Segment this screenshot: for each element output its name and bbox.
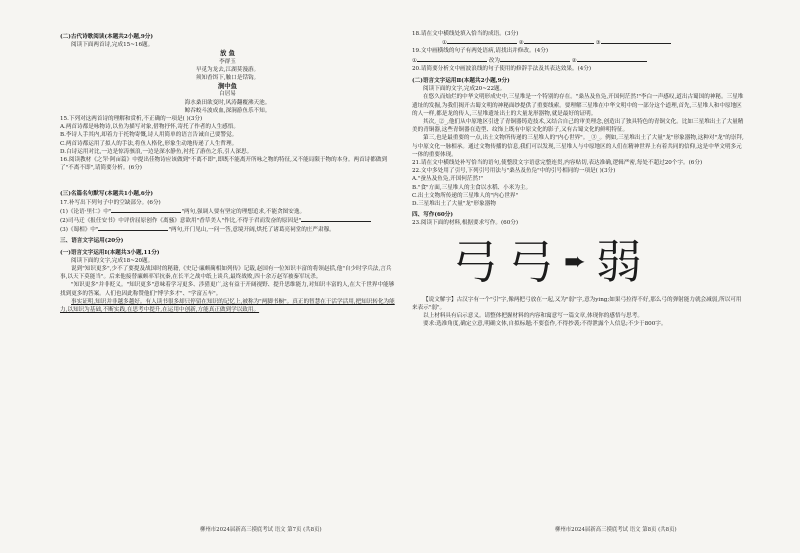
arrow-icon: ➨ [564, 246, 586, 277]
question-17: 17.补写出下列句子中的空缺部分。(6分) [60, 199, 161, 206]
poem-line: 鲸吞蛟斗波成血,深涧游鱼乐不知。 [184, 107, 271, 114]
blank-label: ① [442, 40, 448, 47]
option-c: C.两首诗都运用了拟人的手法,将鱼人格化,形象生动地传递了人生哲理。 [60, 140, 238, 147]
section-intro: 阅读下面的文字,完成20~22题。 [423, 86, 506, 93]
glyph-bow: 弓 [452, 234, 498, 289]
question-17-3 [60, 225, 395, 234]
passage-paragraph: 其次,_②_,他们从中原地区引进了青铜器铸造技术,又结合自己的审美理念,创造出了独具特色的青铜文化。比如三星堆出土了大量精美的青铜器,这些青铜器在造型、纹饰上既有中原文化的影子,又有古蜀文化的鲜明特征。 [412, 119, 744, 134]
option-d: D.三星堆出土了大量"龙"形象器物 [412, 201, 496, 208]
poem-line: 须知香饵下,触口是铦钩。 [195, 75, 260, 82]
right-column [412, 30, 747, 328]
answer-blank[interactable] [111, 207, 181, 213]
answer-blank[interactable] [447, 38, 517, 44]
q17-1-prefix: (1)《论语·里仁》中" [60, 208, 112, 215]
poem-title: 涧中鱼 [217, 82, 238, 91]
glyph-weak: 弱 [595, 234, 642, 289]
poem-author: 李群玉 [219, 58, 236, 65]
passage-paragraph: 在悠久而灿烂的中华文明形成史中,三星堆是一个特别的存在。"桑丛及鱼凫,开国何茫然!"李白一声感叹,道出古蜀国的神秘。三星堆遗址的发掘,为我们揭开古蜀文明的神秘面纱提供了重要线索。要理解三星堆在中华文明中的一部分这个道理,首先,三星堆人和中原地区的人一样,都是龙的传人,三星堆遗址出土的大量龙形器物,就是最好的证明。 [412, 94, 744, 117]
left-column [60, 30, 395, 314]
q19-blanks [412, 56, 747, 65]
question-19: 19.文中画横线的句子有两处语病,请找出并修改。(4分) [412, 48, 549, 55]
option-b: B.李诗人手其内,却着力于托物寄慨,诗人用简单的语言告诫自己要警觉。 [60, 132, 238, 139]
answer-blank[interactable] [500, 56, 570, 62]
blank-label: ② [571, 57, 577, 64]
subsection-heading: (一)语言文字运用Ⅰ(本题共3小题,11分) [60, 249, 160, 256]
answer-blank[interactable] [301, 216, 371, 222]
option-c: C.出土文物所传递的三星堆人的"内心世界" [412, 192, 519, 199]
passage-paragraph: 事实证明,知识并非越多越好。有人读书很多却只停留在知识的记忆上,被称为"两脚书橱"。真正的智慧在于活学活用,把知识转化为能力,以知识为基础,不断实践,在思考中提升,在运用中创新,方能真正做到学以致用。 [60, 298, 395, 314]
option-d: D.白诗运用对比,一边是惊涛骇浪,一边是深水静鱼,衬托了游鱼之乐,引人深思。 [60, 148, 253, 155]
section-heading: 四、写作(60分) [412, 212, 454, 219]
page-footer: 柳州市2024届新高三摸底考试 语文 第8页 (共8页) [555, 527, 677, 533]
writing-requirements: 要求:选准角度,确定立意,明确文体,自拟标题;不要套作,不得抄袭;不得泄露个人信息;不少于800字。 [423, 321, 667, 328]
section-intro: 阅读下面的文字,完成18~20题。 [71, 257, 154, 264]
answer-blank[interactable] [524, 38, 594, 44]
answer-blank[interactable] [417, 56, 487, 62]
poem-title: 放 鱼 [219, 49, 235, 58]
glyph-illustration [452, 232, 747, 292]
question-22: 22.文中多处用了引号,下列引号用法与"桑丛及鱼凫"中的引号相同的一项是( )(3分) [412, 168, 616, 175]
section-heading: 三、语言文字运用(20分) [60, 238, 124, 245]
question-23: 23.阅读下面的材料,根据要求写作。(60分) [412, 220, 519, 227]
poem-line: 海水桑田欲变时,风涛翻覆沸天池。 [184, 99, 271, 106]
option-a: A."蚕丛及鱼凫,开国何茫然!" [412, 176, 483, 183]
question-17-1 [60, 207, 395, 216]
writing-task: 以上材料具有启示意义。请整体把握材料的内容和寓意写一篇文章,体现你的感悟与思考。 [423, 313, 643, 320]
q17-1-suffix: "两句,强调人要有坚定的理想追求,不能贪图安逸。 [181, 208, 306, 215]
question-15: 15.下列对这两首诗的理解和赏析,不正确的一项是( )(3分) [60, 116, 203, 123]
answer-blank[interactable] [98, 225, 168, 231]
glyph-bow: 弓 [508, 234, 554, 289]
question-18: 18.请在文中横线处填入恰当的成语。(3分) [412, 31, 519, 37]
blank-label: 改为 [488, 57, 500, 64]
section-intro: 阅读下面两首诗,完成15~16题。 [71, 42, 154, 49]
answer-blank[interactable] [601, 38, 671, 44]
option-a: A.两首诗都是咏物诗,以鱼为描写对象,借物抒怀,寄托了作者的人生感悟。 [60, 124, 239, 131]
passage-paragraph: 第三,也是最重要的一点,出土文物所传递的三星堆人的"内心世界"。_③_。例如,三星堆出土了大量"龙"形象器物,这种对"龙"的崇拜,与中原文化一脉相承。通过文物传播的信息,我们可以发现,三星堆人与中原地区的人们在精神世界上有着共同的信仰,这是中华文明多元一体的重要体现。 [412, 135, 744, 158]
option-b: B."食"方面,三星堆人的主食以水稻、小米为主。 [412, 184, 532, 191]
blank-label: ③ [595, 40, 601, 47]
question-21: 21.请在文中横线处补写恰当的语句,使整段文字语意完整连贯,内容贴切,表达准确,逻辑严密,每处不超过20个字。(6分) [412, 160, 703, 167]
poem-line: 早觅为龙去,江湖莫漫游。 [195, 66, 260, 73]
blank-label: ② [518, 40, 524, 47]
blank-label: ① [412, 57, 418, 64]
question-16: 16.阅读教材《之罘·阿亩篇》中提出佳物诗应该做到"不离不即",即既不能离开所咏之物的特征,又不能局限于物的本身。两首诗都做到了"不离不即",请简要分析。(6分) [60, 157, 388, 172]
page-footer: 柳州市2024届新高三摸底考试 语文 第7页 (共8页) [200, 527, 322, 533]
question-20: 20.请简要分析文中画波浪线的句子使用的修辞手法及其表达效果。(4分) [412, 65, 592, 72]
question-17-2 [60, 216, 395, 225]
q18-blanks [412, 38, 747, 47]
poem-author: 白居易 [219, 91, 236, 98]
passage-paragraph: 说到"知识更多",少不了要提及战国时的秘籍,《史记·廉颇蔺相如列传》记载,赵国有一位知识丰富的将领赵括,他"自少时学兵法,言兵事,以天下莫能当"。后来他接替廉颇率军抗秦,在长平之战中纸上谈兵,最终战败,四十余万赵军被秦军坑杀。 [60, 266, 392, 281]
passage-paragraph: "知识更多"并非贬义。"知识更多"意味着学习更多、涉猎更广,这有益于开阔视野、提升思维能力,对知识丰富的人,在大千世界中能够找到更多的答案。人们也因此称赞他们"博学多才"、"学富五车"。 [60, 282, 395, 297]
q17-3-prefix: (3)《蜀相》中" [60, 227, 99, 234]
q17-3-suffix: "两句,开门见山,一问一答,意境开阔,烘托了诸葛亮祠堂的庄严肃穆。 [168, 227, 335, 234]
section-heading: (三)名篇名句默写(本题共1小题,6分) [60, 191, 154, 198]
section-heading: (二)古代诗歌阅读(本题共2小题,9分) [60, 34, 154, 40]
answer-blank[interactable] [577, 56, 647, 62]
q17-2-text: (2)司马迁《报任安书》中评价屈原创作《离骚》意欲用"香草美人"作比,不得于君而发奋的原因是" [60, 218, 302, 225]
shuowen-note: 【说文解字】古汉字有一个"引"字,像两把弓放在一起,又为"弱"字,意为ying;如果弓拉得不好,那么弓的弹射能力就会减弱,所以可用来表示"弱"。 [412, 296, 742, 311]
section-heading: (二)语言文字运用Ⅱ(本题共2小题,9分) [412, 78, 510, 85]
